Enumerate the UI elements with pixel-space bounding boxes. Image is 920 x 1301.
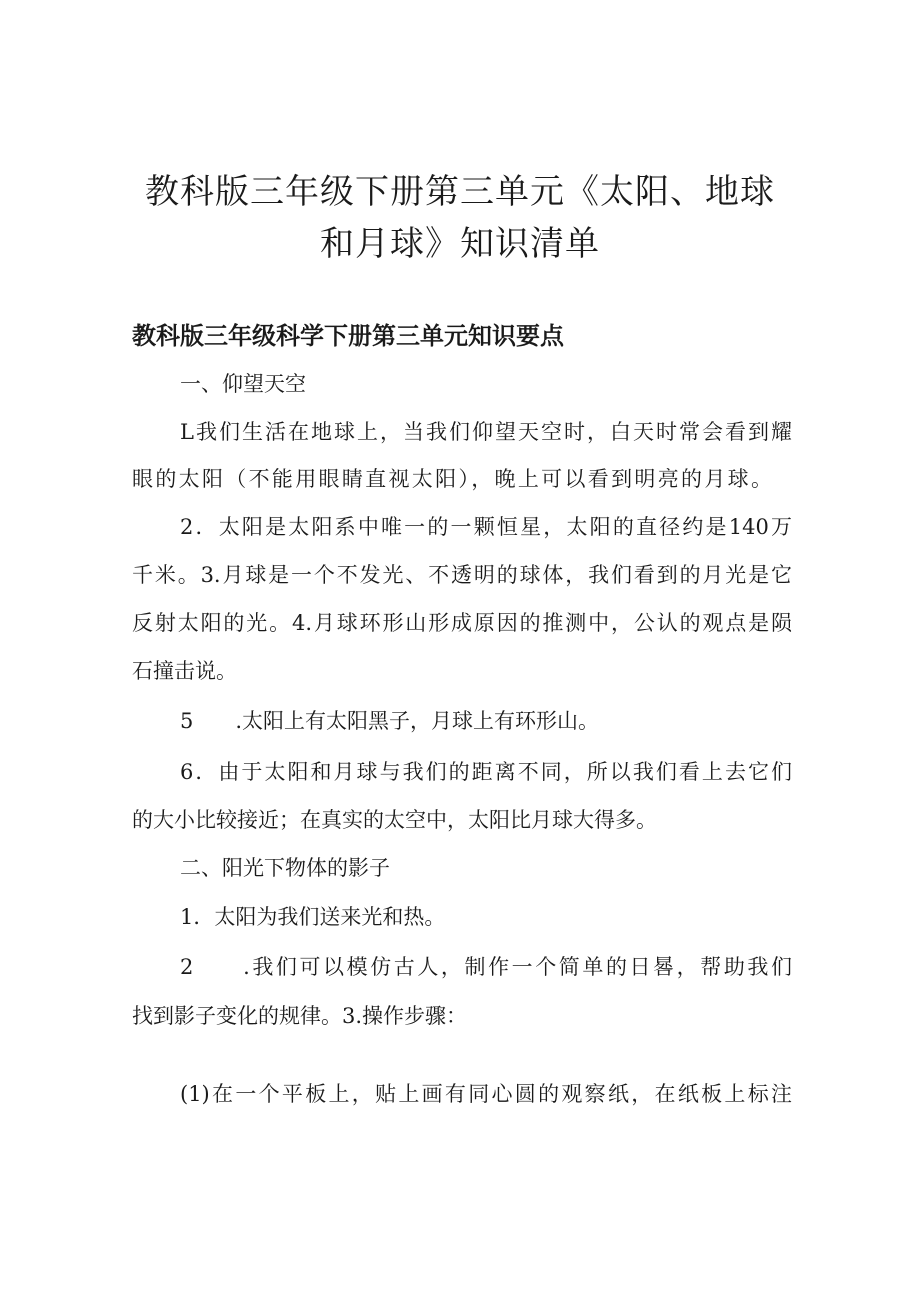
paragraph-line: 找到影子变化的规律。3.操作步骤： [132,1004,468,1028]
paragraph-line: 眼的太阳（不能用眼睛直视太阳），晚上可以看到明亮的月球。 [132,467,772,491]
paragraph-line: 5 .太阳上有太阳黑子，月球上有环形山。 [180,709,600,733]
section-heading-2: 二、阳光下物体的影子 [180,856,390,880]
paragraph-line: 千米。3.月球是一个不发光、不透明的球体，我们看到的月光是它 [132,563,792,587]
paragraph-line: L我们生活在地球上，当我们仰望天空时，白天时常会看到耀 [180,420,792,444]
section-subtitle: 教科版三年级科学下册第三单元知识要点 [132,322,564,350]
paragraph-line: 2．太阳是太阳系中唯一的一颗恒星，太阳的直径约是140万 [180,515,792,539]
paragraph-line: 6．由于太阳和月球与我们的距离不同，所以我们看上去它们 [180,760,792,784]
paragraph-line: 的大小比较接近；在真实的太空中，太阳比月球大得多。 [132,808,657,832]
document-title-line-1: 教科版三年级下册第三单元《太阳、地球 [145,172,775,212]
paragraph-line: 石撞击说。 [132,659,237,683]
paragraph-line: (1)在一个平板上，贴上画有同心圆的观察纸，在纸板上标注 [180,1082,792,1106]
paragraph-line: 反射太阳的光。4.月球环形山形成原因的推测中，公认的观点是陨 [132,611,792,635]
document-title-line-2: 和月球》知识清单 [320,224,600,264]
section-heading-1: 一、仰望天空 [180,372,306,396]
paragraph-line: 2 .我们可以模仿古人，制作一个简单的日晷，帮助我们 [180,955,792,979]
paragraph-line: 1．太阳为我们送来光和热。 [180,905,446,929]
